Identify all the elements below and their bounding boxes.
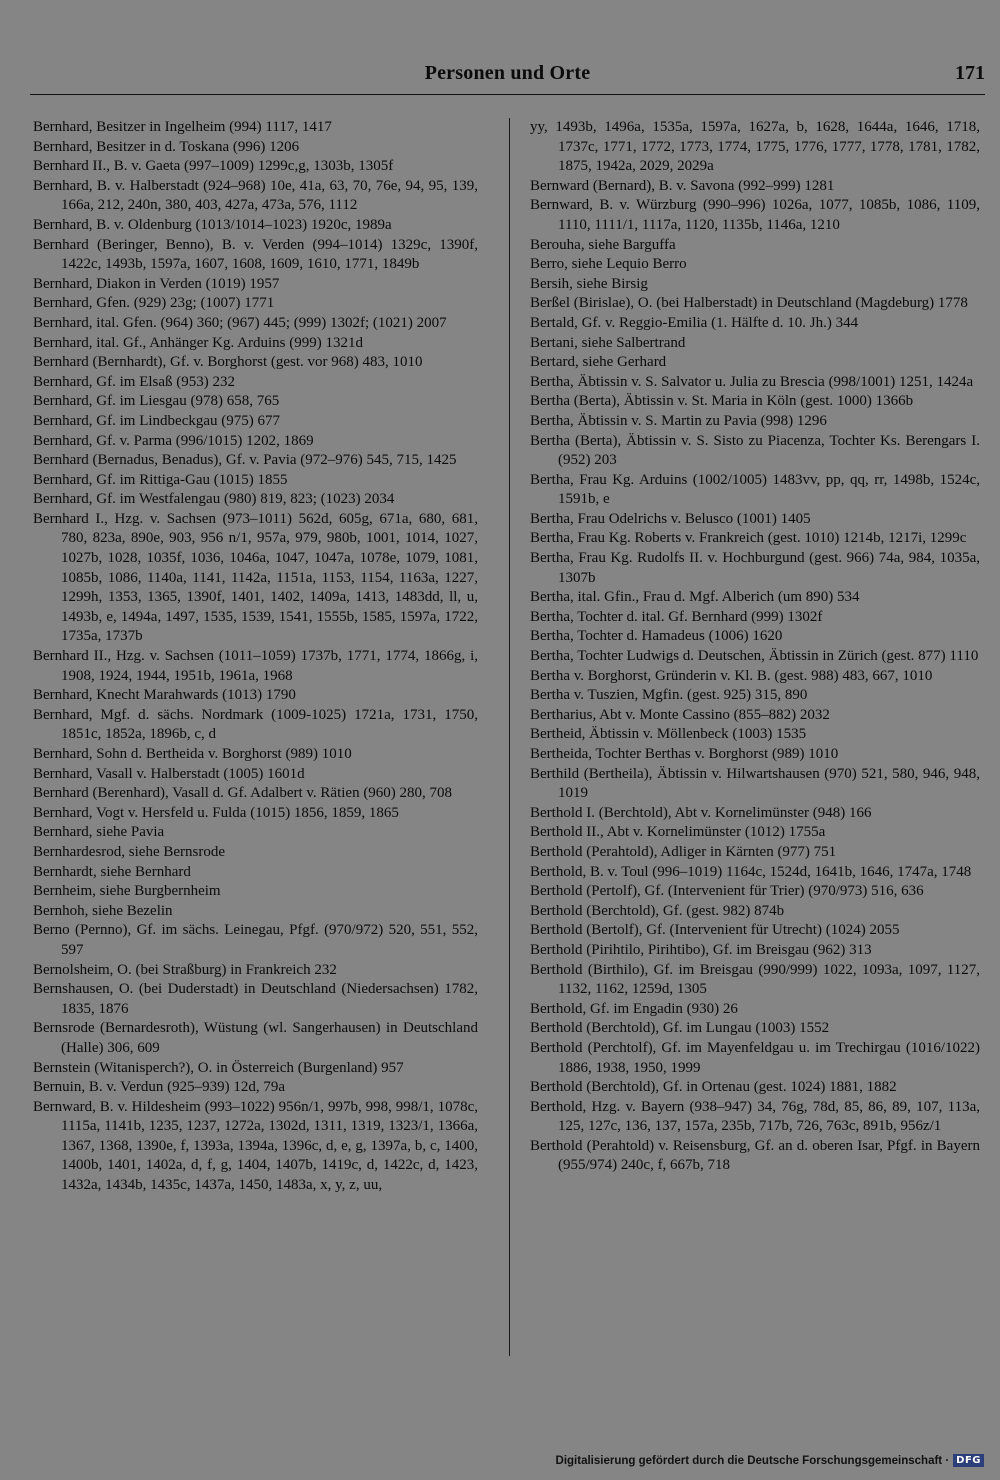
index-entry: Bernhoh, siehe Bezelin xyxy=(33,902,173,919)
index-entry: Bernhard, Vasall v. Halberstadt (1005) 1601d xyxy=(33,765,305,782)
index-entry: Bertha, Frau Kg. Roberts v. Frankreich (gest. 1010) 1214b, 1217i, 1299c xyxy=(530,530,967,547)
index-entry: Bernhard, ital. Gf., Anhänger Kg. Arduins (999) 1321d xyxy=(33,334,363,351)
footer-credit xyxy=(556,1454,984,1467)
index-entry: Berno (Pernno), Gf. im sächs. Leinegau, Pfgf. (970/972) 520, 551, 552, 597 xyxy=(33,922,478,958)
index-entry: Bertha v. Tuszien, Mgfin. (gest. 925) 315, 890 xyxy=(530,687,808,704)
index-entry: Bertard, siehe Gerhard xyxy=(530,354,667,371)
index-entry: Bernward, B. v. Hildesheim (993–1022) 956n/1, 997b, 998, 998/1, 1078c, 1115a, 1141b, 1235, 1237, 1272a, 1302d, 1311, 1319, 1323/1, 1366a, 1367, 1368, 1390e, f, 1393a, 1394a, 1396c, d, e, g, 1397a, b, c, 1400, 1400b, 1401, 1402a, d, f, g, 1404, 1407b, 1419c, d, 1422c, d, 1423, 1432a, 1434b, 1435c, 1437a, 1450, 1483a, x, y, z, uu, xyxy=(33,1098,478,1194)
index-entry: Bernhard, Mgf. d. sächs. Nordmark (1009-1025) 1721a, 1731, 1750, 1851c, 1852a, 1896b, c, d xyxy=(33,706,478,743)
index-entry: Berthold, Hzg. v. Bayern (938–947) 34, 76g, 78d, 85, 86, 89, 107, 113a, 125, 127c, 136, 137, 157a, 235b, 717b, 726, 763c, 891b, 956z/1 xyxy=(530,1098,980,1135)
index-entry: Bernstein (Witanisperch?), O. in Österreich (Burgenland) 957 xyxy=(33,1059,404,1076)
index-entry: Bernhard, Vogt v. Hersfeld u. Fulda (1015) 1856, 1859, 1865 xyxy=(33,804,399,821)
index-entry: Bertha, Tochter Ludwigs d. Deutschen, Äbtissin in Zürich (gest. 877) 1110 xyxy=(530,648,979,665)
index-entry: Bernhard, Gf. im Lindbeckgau (975) 677 xyxy=(33,412,281,429)
index-entry: Berthold (Perahtold), Adliger in Kärnten (977) 751 xyxy=(530,843,837,860)
index-entry: Bertha, Frau Kg. Rudolfs II. v. Hochburgund (gest. 966) 74a, 984, 1035a, 1307b xyxy=(530,550,980,586)
column-divider xyxy=(509,118,510,1356)
index-entry: Bernhard, B. v. Oldenburg (1013/1014–1023) 1920c, 1989a xyxy=(33,216,392,233)
index-entry: Bernhardesrod, siehe Bernsrode xyxy=(33,843,226,860)
footer-text: Digitalisierung gefördert durch die Deutsche Forschungsgemeinschaft · xyxy=(555,1454,950,1467)
index-entry: Berthold (Birthilo), Gf. im Breisgau (990/999) 1022, 1093a, 1097, 1127, 1132, 1162, 1259d, 1305 xyxy=(530,961,980,998)
index-entry: Bernhard, siehe Pavia xyxy=(33,824,165,841)
index-column-left xyxy=(33,118,478,1196)
index-entry: Berthold II., Abt v. Kornelimünster (1012) 1755a xyxy=(530,824,826,841)
index-entry: Bertha (Berta), Äbtissin v. S. Sisto zu Piacenza, Tochter Ks. Berengars I. (952) 203 xyxy=(530,432,980,469)
index-entry: Bertha, Frau Kg. Arduins (1002/1005) 1483vv, pp, qq, rr, 1498b, 1524c, 1591b, e xyxy=(530,471,980,508)
index-entry: Bertald, Gf. v. Reggio-Emilia (1. Hälfte d. 10. Jh.) 344 xyxy=(530,314,859,331)
index-entry: Berthold (Bertolf), Gf. (Intervenient für Utrecht) (1024) 2055 xyxy=(530,922,900,939)
index-entry: Bernhard I., Hzg. v. Sachsen (973–1011) 562d, 605g, 671a, 680, 681, 780, 823a, 890e, 903, 956 n/1, 957a, 979, 980b, 1001, 1014, 1027, 1027b, 1028, 1035f, 1036, 1046a, 1047, 1047a, 1078e, 1079, 1081, 1085b, 1086, 1140a, 1141, 1142a, 1151a, 1153, 1154, 1163a, 1227, 1299h, 1353, 1365, 1390f, 1401, 1402, 1409a, 1413, 1483dd, ll, u, 1493b, e, 1494a, 1497, 1535, 1539, 1541, 1555b, 1585, 1597a, 1722, 1735a, 1737b xyxy=(33,510,478,645)
index-entry: Berro, siehe Lequio Berro xyxy=(530,256,687,273)
index-entry: Bernuin, B. v. Verdun (925–939) 12d, 79a xyxy=(33,1079,286,1096)
index-entry: Bernolsheim, O. (bei Straßburg) in Frankreich 232 xyxy=(33,961,337,978)
index-entry: Berthold I. (Berchtold), Abt v. Kornelimünster (948) 166 xyxy=(530,804,872,821)
index-entry: Bertheida, Tochter Berthas v. Borghorst (989) 1010 xyxy=(530,746,839,762)
index-entry: Berßel (Birislae), O. (bei Halberstadt) in Deutschland (Magdeburg) 1778 xyxy=(530,295,968,312)
index-entry: Berthold (Berchtold), Gf. in Ortenau (gest. 1024) 1881, 1882 xyxy=(530,1079,897,1096)
page-number: 171 xyxy=(955,62,985,84)
index-entry: Bernhard (Berenhard), Vasall d. Gf. Adalbert v. Rätien (960) 280, 708 xyxy=(33,785,453,802)
index-entry: Bertharius, Abt v. Monte Cassino (855–882) 2032 xyxy=(530,706,830,723)
index-entry: Berouha, siehe Barguffa xyxy=(530,236,676,253)
index-entry: Berthold (Perahtold) v. Reisensburg, Gf. an d. oberen Isar, Pfgf. in Bayern (955/974) 240c, f, 667b, 718 xyxy=(530,1137,980,1174)
index-entry: Bernsrode (Bernardesroth), Wüstung (wl. Sangerhausen) in Deutschland (Halle) 306, 609 xyxy=(33,1020,478,1056)
index-entry: Bernhard II., Hzg. v. Sachsen (1011–1059) 1737b, 1771, 1774, 1866g, i, 1908, 1924, 1944, 1951b, 1961a, 1968 xyxy=(33,648,478,684)
index-entry: Bernhard, Gf. im Rittiga-Gau (1015) 1855 xyxy=(33,471,288,488)
index-entry: Bernhard, Knecht Marahwards (1013) 1790 xyxy=(33,687,296,704)
index-entry: Bertha, Tochter d. ital. Gf. Bernhard (999) 1302f xyxy=(530,608,823,625)
index-column-right xyxy=(530,118,980,1176)
index-entry: Bernhard, Gf. im Liesgau (978) 658, 765 xyxy=(33,393,280,410)
index-entry: Bernhard, B. v. Halberstadt (924–968) 10e, 41a, 63, 70, 76e, 94, 95, 139, 166a, 212, 240n, 380, 403, 427a, 473a, 576, 1112 xyxy=(33,177,478,214)
index-entry: Berthold (Pertolf), Gf. (Intervenient für Trier) (970/973) 516, 636 xyxy=(530,883,924,900)
page-title: Personen und Orte xyxy=(424,62,591,84)
index-entry: Bertha, Tochter d. Hamadeus (1006) 1620 xyxy=(530,628,783,645)
index-entry: Bertha, Äbtissin v. S. Martin zu Pavia (998) 1296 xyxy=(530,412,827,429)
index-entry: Bertha (Berta), Äbtissin v. St. Maria in Köln (gest. 1000) 1366b xyxy=(530,393,914,410)
index-entry: Bertha, ital. Gfin., Frau d. Mgf. Alberich (um 890) 534 xyxy=(530,589,860,606)
index-entry: Bernhard, Sohn d. Bertheida v. Borghorst (989) 1010 xyxy=(33,746,352,762)
index-entry: Bernhard, Gf. v. Parma (996/1015) 1202, 1869 xyxy=(33,432,314,449)
index-entry: Bernhard, Gfen. (929) 23g; (1007) 1771 xyxy=(33,295,275,312)
index-entry: Berthild (Bertheila), Äbtissin v. Hilwartshausen (970) 521, 580, 946, 948, 1019 xyxy=(530,765,980,802)
index-entry: Bertha, Frau Odelrichs v. Belusco (1001) 1405 xyxy=(530,510,811,527)
index-entry: Bernhard, Besitzer in Ingelheim (994) 1117, 1417 xyxy=(33,119,332,135)
index-entry: Bertha v. Borghorst, Gründerin v. Kl. B. (gest. 988) 483, 667, 1010 xyxy=(530,667,933,684)
index-entry: yy, 1493b, 1496a, 1535a, 1597a, 1627a, b, 1628, 1644a, 1646, 1718, 1737c, 1771, 1772, 1773, 1774, 1775, 1776, 1777, 1778, 1781, 1782, 1875, 1942a, 2029, 2029a xyxy=(530,119,980,175)
index-entry: Berthold, B. v. Toul (996–1019) 1164c, 1524d, 1641b, 1646, 1747a, 1748 xyxy=(530,863,972,880)
index-entry: Bernward (Bernard), B. v. Savona (992–999) 1281 xyxy=(530,177,835,194)
index-entry: Bernheim, siehe Burgbernheim xyxy=(33,883,221,900)
index-entry: Bernhard, Gf. im Elsaß (953) 232 xyxy=(33,373,236,390)
index-entry: Bernward, B. v. Würzburg (990–996) 1026a, 1077, 1085b, 1086, 1109, 1110, 1111/1, 1117a, 1120, 1135b, 1146a, 1210 xyxy=(530,197,980,233)
index-entry: Berthold (Berchtold), Gf. im Lungau (1003) 1552 xyxy=(530,1020,830,1037)
index-entry: Bernhard (Beringer, Benno), B. v. Verden (994–1014) 1329c, 1390f, 1422c, 1493b, 1597a, 1607, 1608, 1609, 1610, 1771, 1849b xyxy=(33,236,478,273)
index-entry: Berthold, Gf. im Engadin (930) 26 xyxy=(530,1000,738,1017)
index-entry: Bernhard II., B. v. Gaeta (997–1009) 1299c,g, 1303b, 1305f xyxy=(33,158,394,175)
index-entry: Berthold (Perchtolf), Gf. im Mayenfeldgau u. im Trechirgau (1016/1022) 1886, 1938, 1950, 1999 xyxy=(530,1039,980,1076)
index-entry: Bernhard, Gf. im Westfalengau (980) 819, 823; (1023) 2034 xyxy=(33,491,395,508)
index-entry: Bertani, siehe Salbertrand xyxy=(530,334,686,351)
index-entry: Berthold (Pirihtilo, Pirihtibo), Gf. im Breisgau (962) 313 xyxy=(530,941,872,958)
index-entry: Berthold (Berchtold), Gf. (gest. 982) 874b xyxy=(530,902,785,919)
index-entry: Bernshausen, O. (bei Duderstadt) in Deutschland (Niedersachsen) 1782, 1835, 1876 xyxy=(33,981,478,1017)
index-entry: Bernhard, Besitzer in d. Toskana (996) 1206 xyxy=(33,138,300,155)
index-entry: Bernhard (Bernadus, Benadus), Gf. v. Pavia (972–976) 545, 715, 1425 xyxy=(33,452,457,469)
index-entry: Bernhard, Diakon in Verden (1019) 1957 xyxy=(33,275,280,292)
index-entry: Bernhardt, siehe Bernhard xyxy=(33,863,191,880)
page-header xyxy=(30,60,985,95)
index-entry: Bertheid, Äbtissin v. Möllenbeck (1003) 1535 xyxy=(530,726,807,743)
index-entry: Bernhard (Bernhardt), Gf. v. Borghorst (gest. vor 968) 483, 1010 xyxy=(33,354,423,371)
dfg-logo: DFG xyxy=(953,1454,984,1467)
index-entry: Bersih, siehe Birsig xyxy=(530,275,648,292)
index-entry: Bernhard, ital. Gfen. (964) 360; (967) 445; (999) 1302f; (1021) 2007 xyxy=(33,314,447,331)
index-entry: Bertha, Äbtissin v. S. Salvator u. Julia zu Brescia (998/1001) 1251, 1424a xyxy=(530,373,974,390)
